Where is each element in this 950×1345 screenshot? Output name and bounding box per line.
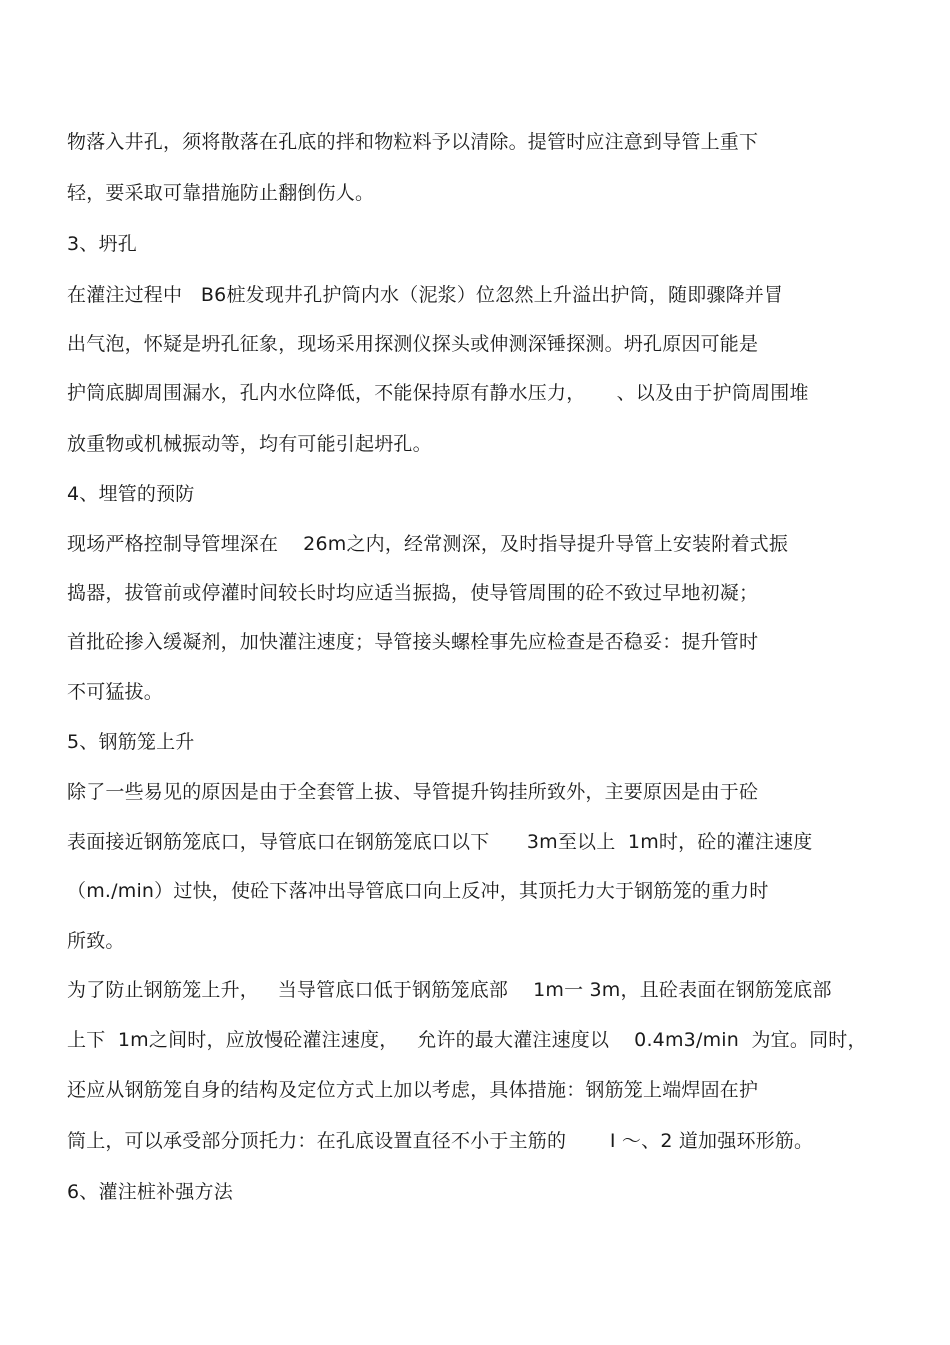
text-line-20: 还应从钢筋笼自身的结构及定位方式上加以考虑，具体措施：钢筋笼上端焊固在护	[67, 1079, 759, 1101]
heading-pipe-prevention: 4、埋管的预防	[67, 483, 195, 505]
text-line-14: 除了一些易见的原因是由于全套管上拔、导管提升钩挂所致外，主要原因是由于砼	[67, 781, 759, 803]
text-line-4: 在灌注过程中 B6桩发现井孔护筒内水（泥浆）位忽然上升溢出护筒，随即骤降并冒	[67, 284, 784, 306]
text-line-17: 所致。	[67, 930, 125, 952]
text-line-18: 为了防止钢筋笼上升， 当导管底口低于钢筋笼底部 1m一 3m，且砼表面在钢筋笼底部	[67, 979, 832, 1001]
text-line-6: 护筒底脚周围漏水，孔内水位降低，不能保持原有静水压力， 、以及由于护筒周围堆	[67, 382, 809, 404]
text-line-9: 现场严格控制导管埋深在 26m之内，经常测深，及时指导提升导管上安装附着式振	[67, 533, 789, 555]
heading-reinforcement: 6、灌注桩补强方法	[67, 1181, 233, 1203]
text-line-10: 捣器，拔管前或停灌时间较长时均应适当振捣，使导管周围的砼不致过早地初凝；	[67, 582, 759, 604]
text-line-12: 不可猛拔。	[67, 681, 164, 703]
text-line-5: 出气泡，怀疑是坍孔征象，现场采用探测仪探头或伸测深锤探测。坍孔原因可能是	[67, 333, 759, 355]
text-line-1: 物落入井孔，须将散落在孔底的拌和物粒料予以清除。提管时应注意到导管上重下	[67, 131, 759, 153]
text-line-19: 上下 1m之间时，应放慢砼灌注速度， 允许的最大灌注速度以 0.4m3/min 为宜。同时，	[67, 1029, 867, 1051]
heading-cage-rise: 5、钢筋笼上升	[67, 731, 195, 753]
text-line-16: （m./min）过快，使砼下落冲出导管底口向上反冲，其顶托力大于钢筋笼的重力时	[67, 880, 769, 902]
heading-collapse: 3、坍孔	[67, 233, 137, 255]
text-line-21: 筒上，可以承受部分顶托力：在孔底设置直径不小于主筋的 I ～、2 道加强环形筋。	[67, 1130, 814, 1152]
text-line-11: 首批砼掺入缓凝剂，加快灌注速度；导管接头螺栓事先应检查是否稳妥：提升管时	[67, 631, 759, 653]
text-line-15: 表面接近钢筋笼底口，导管底口在钢筋笼底口以下 3m至以上 1m时，砼的灌注速度	[67, 831, 813, 853]
text-line-7: 放重物或机械振动等，均有可能引起坍孔。	[67, 433, 432, 455]
text-line-2: 轻，要采取可靠措施防止翻倒伤人。	[67, 182, 375, 204]
